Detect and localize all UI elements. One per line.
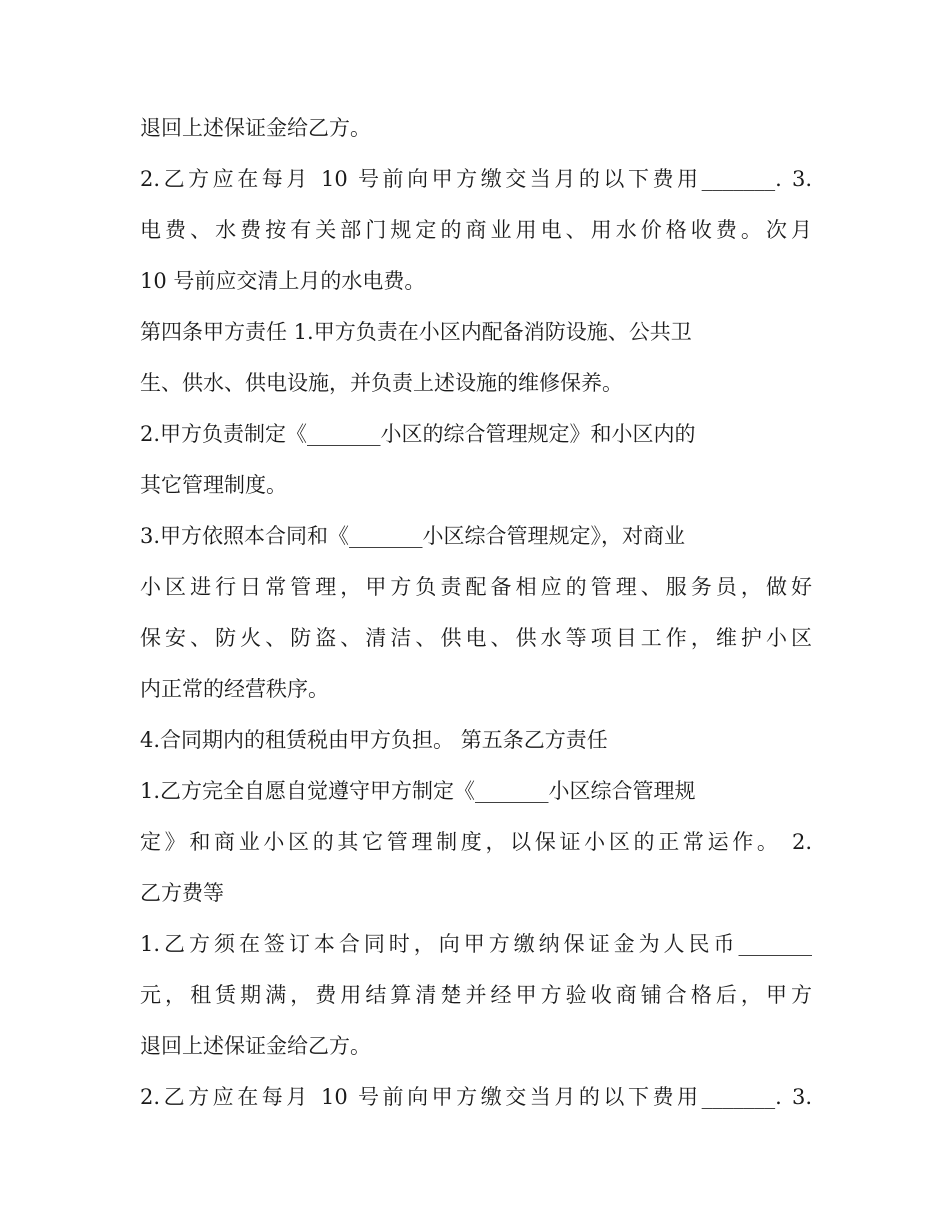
text-line: 保安、防火、防盗、清洁、供电、供水等项目工作，维护小区 [140, 626, 812, 650]
text-line: 乙方费等 [140, 881, 224, 905]
text-line: 2.乙方应在每月 10 号前向甲方缴交当月的以下费用_______. 3. [140, 167, 812, 191]
text-line: 内正常的经营秩序。 [140, 677, 329, 701]
text-line: 其它管理制度。 [140, 473, 287, 497]
text-line: 定》和商业小区的其它管理制度，以保证小区的正常运作。 2. [140, 830, 812, 854]
text-line: 10 号前应交清上月的水电费。 [140, 269, 426, 293]
text-line: 退回上述保证金给乙方。 [140, 116, 371, 140]
text-line: 退回上述保证金给乙方。 [140, 1034, 371, 1058]
text-line: 电费、水费按有关部门规定的商业用电、用水价格收费。次月 [140, 218, 812, 242]
text-line: 2.乙方应在每月 10 号前向甲方缴交当月的以下费用_______. 3. [140, 1085, 812, 1109]
text-line: 4.合同期内的租赁税由甲方负担。 第五条乙方责任 [140, 728, 608, 752]
text-line: 3.甲方依照本合同和《_______小区综合管理规定》，对商业 [140, 524, 686, 548]
text-line: 小区进行日常管理，甲方负责配备相应的管理、服务员，做好 [140, 575, 812, 599]
text-line: 元，租赁期满，费用结算清楚并经甲方验收商铺合格后，甲方 [140, 983, 812, 1007]
text-line: 2.甲方负责制定《_______小区的综合管理规定》和小区内的 [140, 422, 696, 446]
text-line: 1.乙方完全自愿自觉遵守甲方制定《_______小区综合管理规 [140, 779, 696, 803]
document-body [140, 103, 812, 1123]
text-line: 第四条甲方责任 1.甲方负责在小区内配备消防设施、公共卫 [140, 320, 692, 344]
text-line: 生、供水、供电设施，并负责上述设施的维修保养。 [140, 371, 623, 395]
text-line: 1.乙方须在签订本合同时，向甲方缴纳保证金为人民币_______ [140, 932, 812, 956]
